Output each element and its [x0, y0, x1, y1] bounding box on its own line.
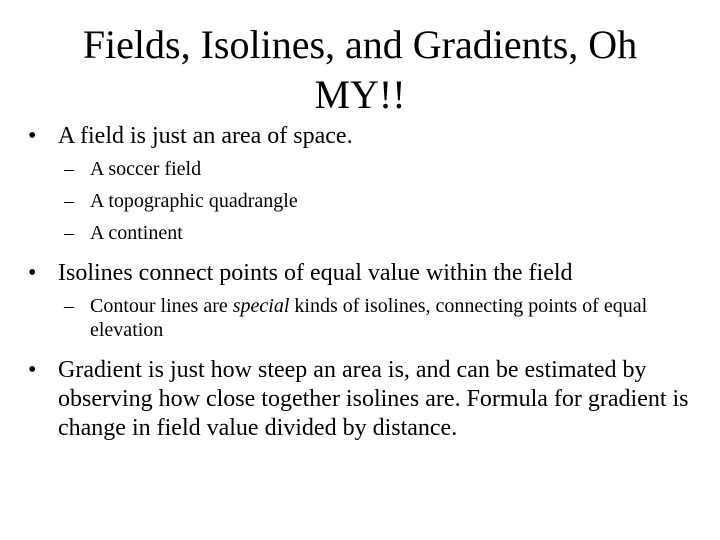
slide-title: [36, 20, 684, 120]
title-line-2: MY!!: [314, 72, 406, 117]
bullet-text: A field is just an area of space.: [58, 123, 353, 149]
sub-list: [58, 294, 708, 342]
dash-marker: –: [64, 158, 74, 180]
emphasized-word: special: [232, 295, 290, 317]
bullet-field: [28, 122, 708, 245]
bullet-marker: •: [28, 260, 37, 286]
sub-bullet: [58, 189, 708, 213]
sub-bullet-text: A soccer field: [90, 158, 202, 180]
sub-bullet: [58, 294, 708, 342]
title-line-1: Fields, Isolines, and Gradients, Oh: [82, 22, 638, 67]
sub-bullet-text-before: Contour lines are: [90, 295, 233, 317]
sub-bullet-text: A continent: [90, 222, 183, 244]
dash-marker: –: [64, 222, 74, 244]
bullet-marker: •: [28, 123, 37, 149]
sub-bullet: [58, 221, 708, 245]
bullet-list: [28, 122, 708, 443]
dash-marker: –: [64, 190, 74, 212]
bullet-text: Gradient is just how steep an area is, and can be estimated by observing how close together isolines are. Formula for gradient is change in field value divided by distance.: [58, 357, 689, 441]
sub-list: [58, 157, 708, 245]
bullet-isolines: [28, 259, 708, 342]
bullet-text: Isolines connect points of equal value within the field: [58, 260, 573, 286]
bullet-gradient: [28, 356, 708, 443]
sub-bullet-text: A topographic quadrangle: [90, 190, 298, 212]
dash-marker: –: [64, 295, 74, 317]
bullet-marker: •: [28, 357, 37, 383]
sub-bullet: [58, 157, 708, 181]
sub-bullet-text-after: kinds of isolines, connecting points of equal elevation: [90, 295, 648, 341]
